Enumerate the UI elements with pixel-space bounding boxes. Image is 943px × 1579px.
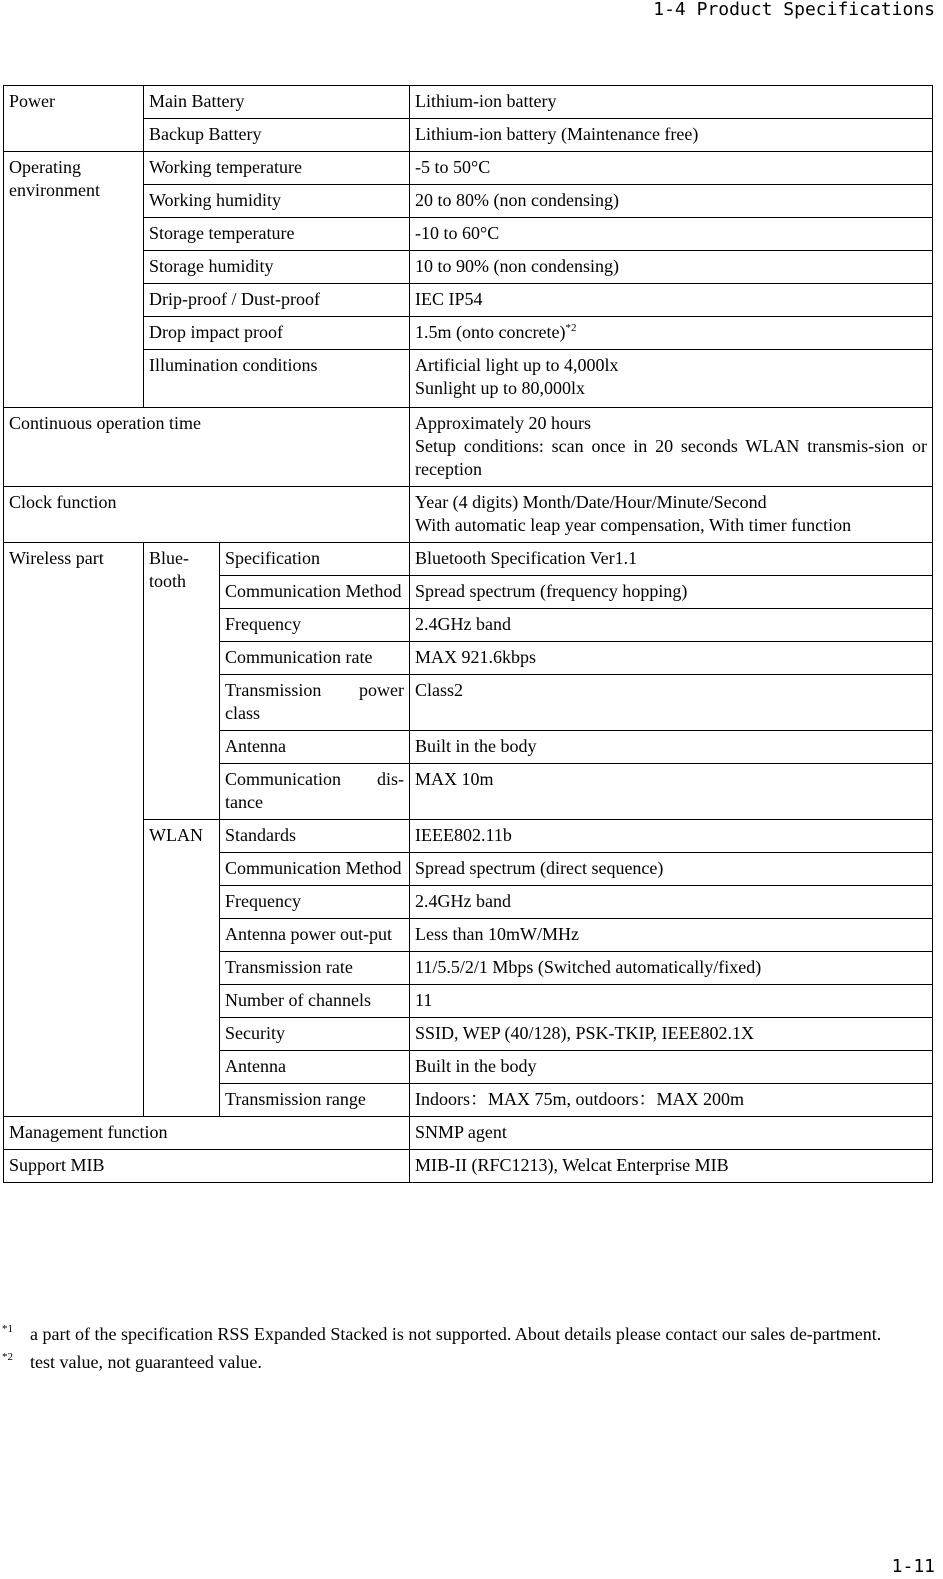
spec-value: IEC IP54 [410, 284, 933, 317]
spec-value: Lithium-ion battery (Maintenance free) [410, 119, 933, 152]
spec-label: Antenna [220, 731, 410, 764]
spec-label: Frequency [220, 886, 410, 919]
value-line: Sunlight up to 80,000lx [415, 378, 586, 398]
spec-label: Drip-proof / Dust-proof [144, 284, 410, 317]
wlan-label: WLAN [144, 820, 220, 1117]
value-line: Approximately 20 hours [415, 413, 591, 433]
spec-label: Standards [220, 820, 410, 853]
value-text: 1.5m (onto concrete) [415, 322, 566, 342]
spec-value: 11 [410, 985, 933, 1018]
table-row [4, 1150, 933, 1183]
spec-value: Lithium-ion battery [410, 86, 933, 119]
spec-label: Clock function [4, 487, 410, 543]
spec-label: Communication rate [220, 642, 410, 675]
operating-environment-label [4, 152, 144, 408]
label-line: environment [9, 180, 100, 200]
spec-label: Continuous operation time [4, 408, 410, 487]
spec-label: Backup Battery [144, 119, 410, 152]
spec-label: Main Battery [144, 86, 410, 119]
spec-value: 10 to 90% (non condensing) [410, 251, 933, 284]
spec-table [3, 85, 933, 1183]
table-row [4, 350, 933, 408]
spec-value: 2.4GHz band [410, 609, 933, 642]
spec-value [410, 487, 933, 543]
footnote-text: test value, not guaranteed value. [30, 1352, 262, 1372]
spec-label: Management function [4, 1117, 410, 1150]
spec-label: Communication Method [220, 576, 410, 609]
spec-value: Class2 [410, 675, 933, 731]
spec-label: Frequency [220, 609, 410, 642]
page-header: 1-4 Product Specifications [653, 0, 935, 20]
spec-label: Working temperature [144, 152, 410, 185]
page-number: 1-11 [891, 1556, 935, 1577]
spec-value: -10 to 60°C [410, 218, 933, 251]
spec-label: Support MIB [4, 1150, 410, 1183]
footnote-mark: *1 [2, 1323, 13, 1335]
table-row [4, 820, 933, 853]
spec-label: Storage humidity [144, 251, 410, 284]
table-row [4, 408, 933, 487]
table-row [4, 119, 933, 152]
spec-value: MAX 10m [410, 764, 933, 820]
spec-value: Indoors：MAX 75m, outdoors：MAX 200m [410, 1084, 933, 1117]
spec-value: Less than 10mW/MHz [410, 919, 933, 952]
value-line: Setup conditions: scan once in 20 seconds WLAN transmis-sion or reception [415, 436, 928, 479]
value-line: With automatic leap year compensation, With timer function [415, 515, 852, 535]
spec-label: Storage temperature [144, 218, 410, 251]
spec-value: Spread spectrum (direct sequence) [410, 853, 933, 886]
spec-value: SSID, WEP (40/128), PSK-TKIP, IEEE802.1X [410, 1018, 933, 1051]
wireless-part-label: Wireless part [4, 543, 144, 1117]
table-row [4, 86, 933, 119]
table-row [4, 251, 933, 284]
footnote-text: a part of the specification RSS Expanded Stacked is not supported. About details please contact our sales de-partment. [30, 1324, 882, 1344]
spec-label: Communication dis-tance [220, 764, 410, 820]
spec-label: Transmission range [220, 1084, 410, 1117]
table-row [4, 218, 933, 251]
spec-value: SNMP agent [410, 1117, 933, 1150]
table-row [4, 487, 933, 543]
spec-label: Antenna power out-put [220, 919, 410, 952]
table-row [4, 543, 933, 576]
table-row [4, 152, 933, 185]
label-line: Operating [9, 157, 81, 177]
spec-value: 11/5.5/2/1 Mbps (Switched automatically/fixed) [410, 952, 933, 985]
bluetooth-label: Blue-tooth [144, 543, 220, 820]
spec-value: Bluetooth Specification Ver1.1 [410, 543, 933, 576]
spec-value: Built in the body [410, 731, 933, 764]
footnote-mark: *2 [2, 1351, 13, 1363]
spec-label: Security [220, 1018, 410, 1051]
spec-value [410, 408, 933, 487]
spec-label: Drop impact proof [144, 317, 410, 350]
footnotes [0, 1322, 938, 1378]
footnote [0, 1350, 938, 1374]
footnote [0, 1322, 938, 1346]
spec-label: Specification [220, 543, 410, 576]
spec-label: Antenna [220, 1051, 410, 1084]
spec-value: MAX 921.6kbps [410, 642, 933, 675]
spec-value: Built in the body [410, 1051, 933, 1084]
spec-label: Number of channels [220, 985, 410, 1018]
spec-value: 20 to 80% (non condensing) [410, 185, 933, 218]
table-row [4, 185, 933, 218]
table-row [4, 284, 933, 317]
spec-value: Spread spectrum (frequency hopping) [410, 576, 933, 609]
spec-value: 2.4GHz band [410, 886, 933, 919]
spec-label: Communication Method [220, 853, 410, 886]
spec-value: IEEE802.11b [410, 820, 933, 853]
value-line: Artificial light up to 4,000lx [415, 355, 619, 375]
spec-value: MIB-II (RFC1213), Welcat Enterprise MIB [410, 1150, 933, 1183]
table-row [4, 317, 933, 350]
footnote-ref: *2 [565, 322, 577, 334]
spec-label: Working humidity [144, 185, 410, 218]
spec-value [410, 350, 933, 408]
spec-value [410, 317, 933, 350]
spec-label: Illumination conditions [144, 350, 410, 408]
table-row [4, 1117, 933, 1150]
spec-label: Transmission power class [220, 675, 410, 731]
power-label: Power [4, 86, 144, 152]
value-line: Year (4 digits) Month/Date/Hour/Minute/Second [415, 492, 767, 512]
spec-label: Transmission rate [220, 952, 410, 985]
spec-value: -5 to 50°C [410, 152, 933, 185]
